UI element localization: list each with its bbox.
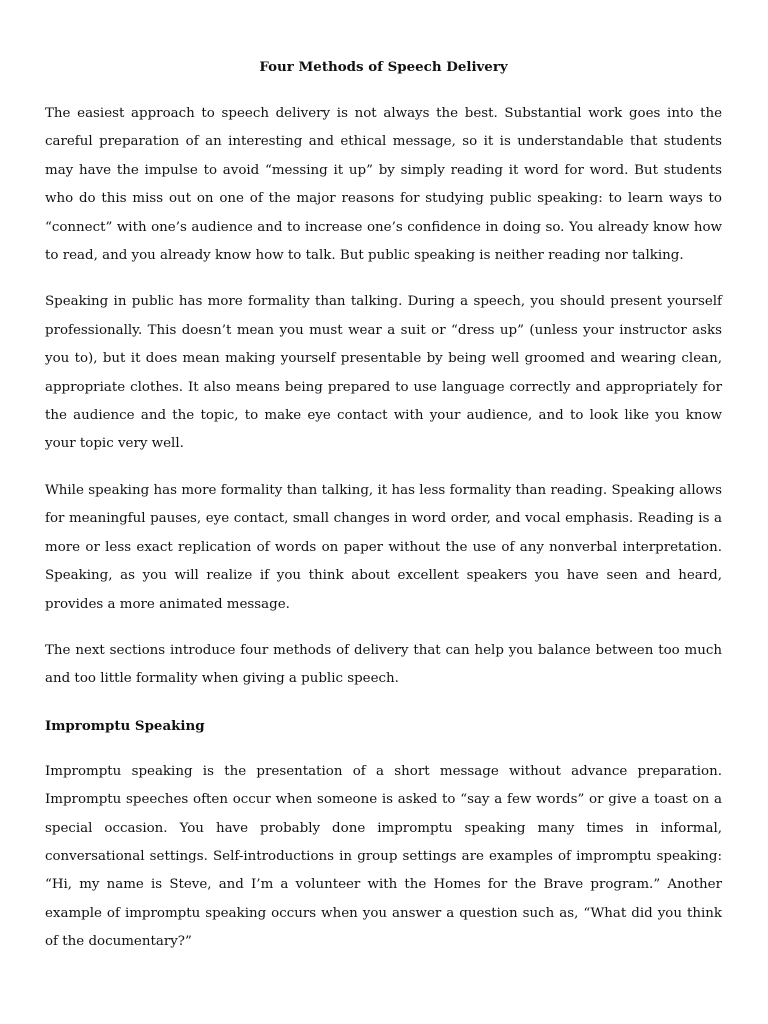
- paragraph-intro-1: The easiest approach to speech delivery is not always the best. Substantial work goes into the careful preparation of an interesting and ethical message, so it is understandable that students may have the impulse to avoid “messing it up” by simply reading it word for word. But students who do this miss out on one of the major reasons for studying public speaking: to learn ways to “connect” with one’s audience and to increase one’s confidence in doing so. You already know how to read, and you already know how to talk. But public speaking is neither reading nor talking.: [45, 106, 722, 264]
- paragraph-intro-4: The next sections introduce four methods of delivery that can help you balance between too much and too little formality when giving a public speech.: [45, 642, 722, 687]
- document-page: [45, 56, 722, 975]
- paragraph-intro-2: Speaking in public has more formality than talking. During a speech, you should present yourself professionally. This doesn’t mean you must wear a suit or “dress up” (unless your instructor asks you to), but it does mean making yourself presentable by being well groomed and wearing clean, appropriate clothes. It also means being prepared to use language correctly and appropriately for the audience and the topic, to make eye contact with your audience, and to look like you know your topic very well.: [45, 294, 722, 452]
- document-title: Four Methods of Speech Delivery: [259, 59, 508, 75]
- paragraph-impromptu: Impromptu speaking is the presentation of a short message without advance preparation. Impromptu speeches often occur when someone is asked to “say a few words” or give a toast on a special occasion. You have probably done impromptu speaking many times in informal, conversational settings. Self-introductions in group settings are examples of impromptu speaking: “Hi, my name is Steve, and I’m a volunteer with the Homes for the Brave program.” Another example of impromptu speaking occurs when you answer a question such as, “What did you think of the documentary?”: [45, 763, 722, 950]
- section-heading-impromptu: Impromptu Speaking: [45, 717, 205, 734]
- paragraph-intro-3: While speaking has more formality than talking, it has less formality than reading. Speaking allows for meaningful pauses, eye contact, small changes in word order, and vocal emphasis. Reading is a more or less exact replication of words on paper without the use of any nonverbal interpretation. Speaking, as you will realize if you think about excellent speakers you have seen and heard, provides a more animated message.: [45, 482, 722, 612]
